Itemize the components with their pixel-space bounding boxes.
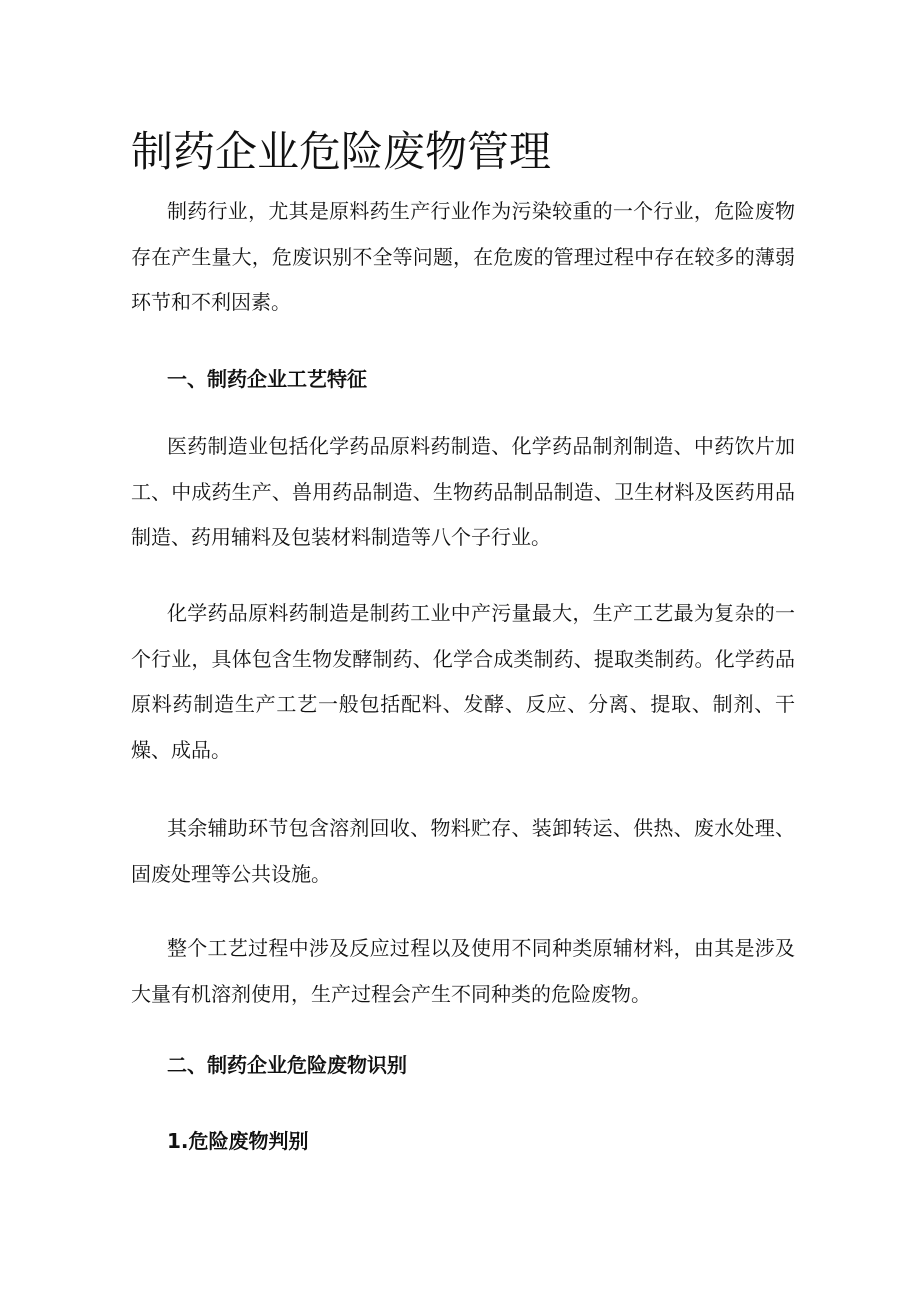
body-paragraph: 医药制造业包括化学药品原料药制造、化学药品制剂制造、中药饮片加工、中成药生产、兽用药品制造、生物药品制品制造、卫生材料及医药用品制造、药用辅料及包装材料制造等八个子行业。	[131, 434, 795, 549]
body-paragraph: 其余辅助环节包含溶剂回收、物料贮存、装卸转运、供热、废水处理、固废处理等公共设施。	[131, 816, 795, 886]
intro-paragraph: 制药行业，尤其是原料药生产行业作为污染较重的一个行业，危险废物存在产生量大，危废识别不全等问题，在危废的管理过程中存在较多的薄弱环节和不利因素。	[131, 199, 795, 314]
document-title: 制药企业危险废物管理	[131, 127, 552, 176]
section-heading-1: 一、制药企业工艺特征	[167, 367, 367, 391]
body-paragraph: 整个工艺过程中涉及反应过程以及使用不同种类原辅材料，由其是涉及大量有机溶剂使用，生产过程会产生不同种类的危险废物。	[131, 936, 795, 1006]
body-paragraph: 化学药品原料药制造是制药工业中产污量最大，生产工艺最为复杂的一个行业，具体包含生物发酵制药、化学合成类制药、提取类制药。化学药品原料药制造生产工艺一般包括配料、发酵、反应、分离、提取、制剂、干燥、成品。	[131, 601, 795, 762]
section-heading-2: 二、制药企业危险废物识别	[167, 1053, 407, 1077]
subsection-heading: 1.危险废物判别	[167, 1129, 309, 1153]
